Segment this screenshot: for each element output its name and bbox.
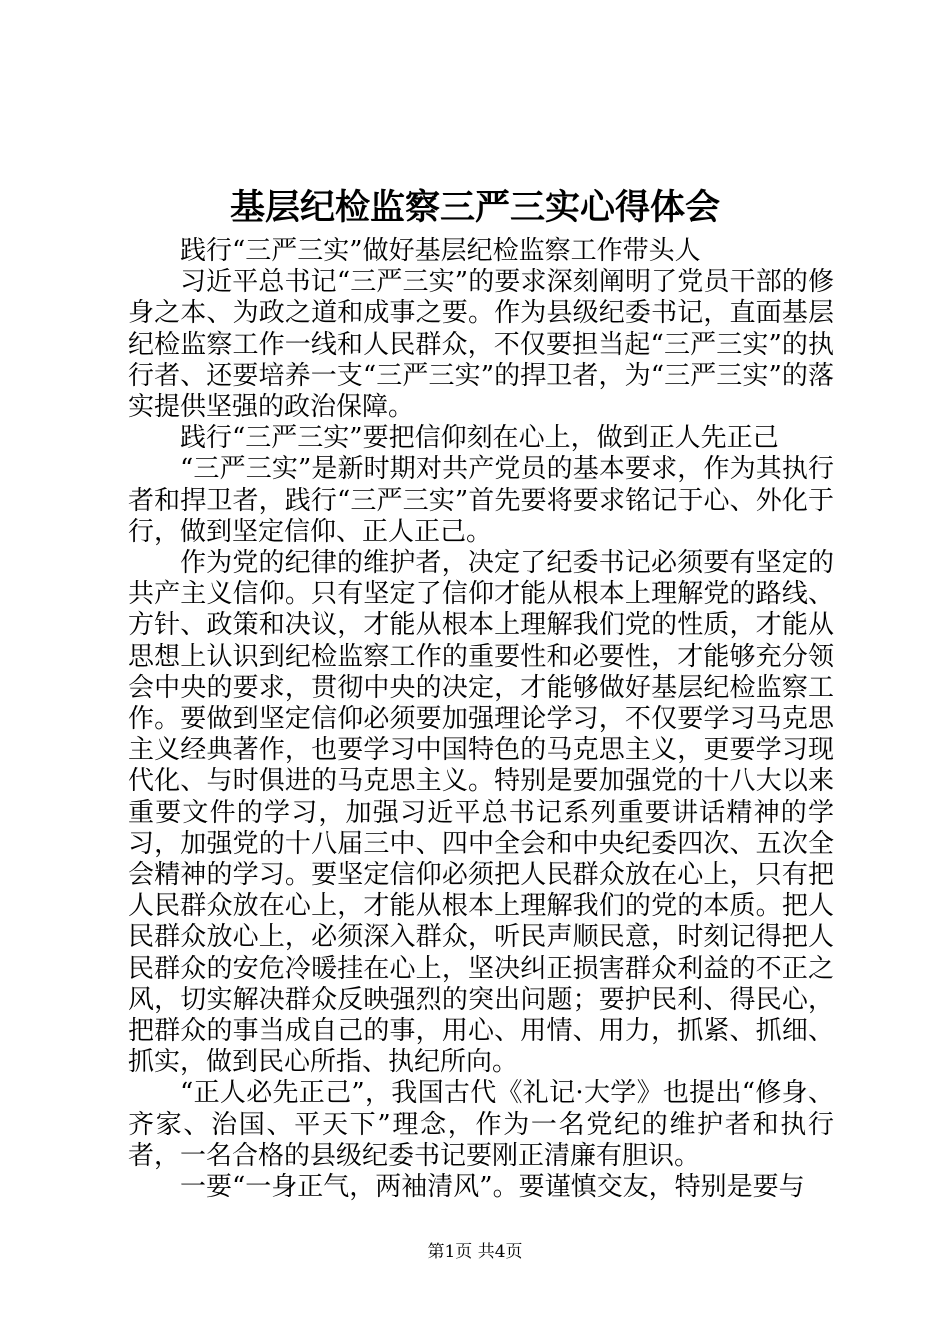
document-title: 基层纪检监察三严三实心得体会 (229, 187, 720, 228)
paragraph: 一要“一身正气，两袖清风”。要谨慎交友，特别是要与 (180, 1172, 805, 1203)
paragraph: 习近平总书记“三严三实”的要求深刻阐明了党员干部的修身之本、为政之道和成事之要。作为县级纪委书记，直面基层纪检监察工作一线和人民群众，不仅要担当起“三严三实”的执行者、还要培养一支“三严三实”的捍卫者，为“三严三实”的落实提供坚强的政治保障。 (128, 267, 834, 423)
paragraph: 作为党的纪律的维护者，决定了纪委书记必须要有坚定的共产主义信仰。只有坚定了信仰才能从根本上理解党的路线、方针、政策和决议，才能从根本上理解我们党的性质，才能从思想上认识到纪检监察工作的重要性和必要性，才能够充分领会中央的要求，贯彻中央的决定，才能够做好基层纪检监察工作。要做到坚定信仰必须要加强理论学习，不仅要学习马克思主义经典著作，也要学习中国特色的马克思主义，更要学习现代化、与时俱进的马克思主义。特别是要加强党的十八大以来重要文件的学习，加强习近平总书记系列重要讲话精神的学习，加强党的十八届三中、四中全会和中央纪委四次、五次全会精神的学习。要坚定信仰必须把人民群众放在心上，只有把人民群众放在心上，才能从根本上理解我们的党的本质。把人民群众放心上，必须深入群众，听民声顺民意，时刻记得把人民群众的安危冷暖挂在心上，坚决纠正损害群众利益的不正之风，切实解决群众反映强烈的突出问题；要护民利、得民心，把群众的事当成自己的事，用心、用情、用力，抓紧、抓细、抓实，做到民心所指、执纪所向。 (128, 548, 834, 1078)
page-number-indicator: 第1页 共4页 (427, 1242, 523, 1262)
paragraph: “正人必先正己”，我国古代《礼记·大学》也提出“修身、齐家、治国、平天下”理念，作为一名党纪的维护者和执行者，一名合格的县级纪委书记要刚正清廉有胆识。 (128, 1078, 834, 1171)
paragraph-subheading-1: 践行“三严三实”做好基层纪检监察工作带头人 (180, 236, 701, 266)
paragraph: “三严三实”是新时期对共产党员的基本要求，作为其执行者和捍卫者，践行“三严三实”首先要将要求铭记于心、外化于行，做到坚定信仰、正人正己。 (128, 454, 834, 547)
paragraph-subheading-2: 践行“三严三实”要把信仰刻在心上，做到正人先正己 (180, 423, 779, 454)
page-footer (0, 1241, 950, 1263)
document-body (128, 236, 834, 1203)
